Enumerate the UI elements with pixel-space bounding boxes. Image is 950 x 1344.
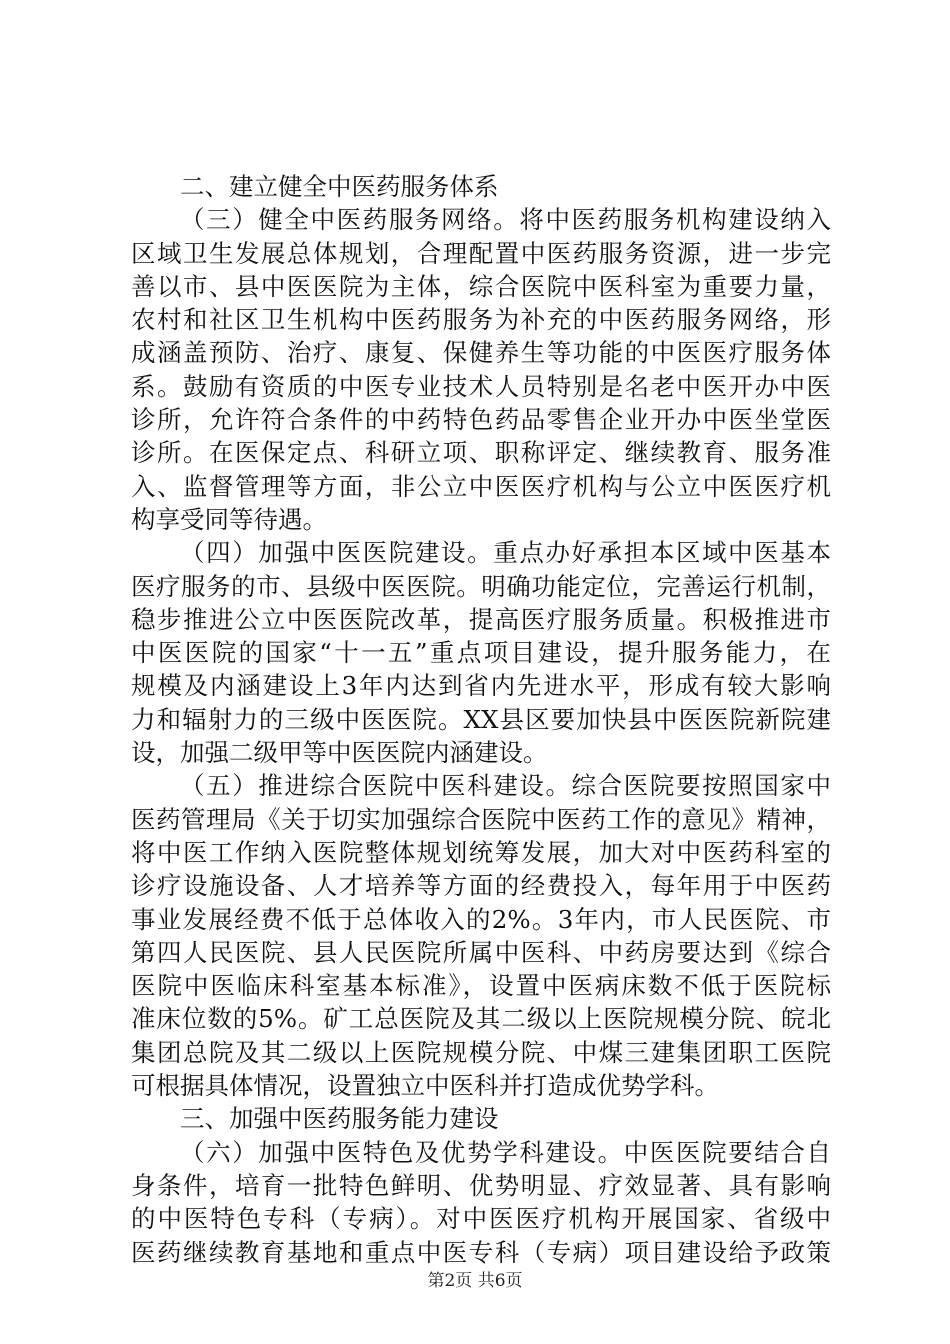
paragraph-3-line: 诊所，允许符合条件的中药特色药品零售企业开办中医坐堂医 <box>131 405 831 435</box>
paragraph-6-line: 医药继续教育基地和重点中医专科（专病）项目建设给予政策 <box>131 1237 831 1267</box>
paragraph-4-line: 医疗服务的市、县级中医医院。明确功能定位，完善运行机制， <box>131 571 831 601</box>
paragraph-4-line: 中医医院的国家“十一五”重点项目建设，提升服务能力，在 <box>131 638 831 668</box>
paragraph-5-line: 第四人民医院、县人民医院所属中医科、中药房要达到《综合 <box>131 937 831 967</box>
paragraph-3-line: （三）健全中医药服务网络。将中医药服务机构建设纳入 <box>180 205 831 235</box>
paragraph-5-line: 医院中医临床科室基本标准》，设置中医病床数不低于医院标 <box>131 971 831 1001</box>
paragraph-3-line: 诊所。在医保定点、科研立项、职称评定、继续教育、服务准 <box>131 438 831 468</box>
paragraph-5-line: 集团总院及其二级以上医院规模分院、中煤三建集团职工医院 <box>131 1037 831 1067</box>
paragraph-3-line: 区域卫生发展总体规划，合理配置中医药服务资源，进一步完 <box>131 238 831 268</box>
paragraph-6-line: 的中医特色专科（专病）。对中医医疗机构开展国家、省级中 <box>131 1204 831 1234</box>
paragraph-4-line: 规模及内涵建设上3年内达到省内先进水平，形成有较大影响 <box>131 671 831 701</box>
paragraph-3-line: 农村和社区卫生机构中医药服务为补充的中医药服务网络，形 <box>131 305 831 335</box>
paragraph-3-line: 善以市、县中医医院为主体，综合医院中医科室为重要力量， <box>131 271 831 301</box>
paragraph-5-line: 事业发展经费不低于总体收入的2%。3年内，市人民医院、市 <box>131 904 831 934</box>
paragraph-5-line: 将中医工作纳入医院整体规划统筹发展，加大对中医药科室的 <box>131 837 831 867</box>
paragraph-3-line: 成涵盖预防、治疗、康复、保健养生等功能的中医医疗服务体 <box>131 338 831 368</box>
section-heading-3: 三、加强中医药服务能力建设 <box>180 1104 499 1134</box>
body-text <box>131 170 831 1269</box>
paragraph-6-line: （六）加强中医特色及优势学科建设。中医医院要结合自 <box>180 1137 831 1167</box>
paragraph-5-line: （五）推进综合医院中医科建设。综合医院要按照国家中 <box>180 771 831 801</box>
paragraph-4-line: 稳步推进公立中医医院改革，提高医疗服务质量。积极推进市 <box>131 604 831 634</box>
paragraph-3-line: 入、监督管理等方面，非公立中医医疗机构与公立中医医疗机 <box>131 471 831 501</box>
section-heading-2: 二、建立健全中医药服务体系 <box>180 172 499 201</box>
paragraph-6-line: 身条件，培育一批特色鲜明、优势明显、疗效显著、具有影响 <box>131 1170 831 1200</box>
paragraph-5-line: 诊疗设施设备、人才培养等方面的经费投入，每年用于中医药 <box>131 871 831 901</box>
paragraph-3-line: 构享受同等待遇。 <box>131 504 327 534</box>
page-number-footer: 第2页 共6页 <box>427 1271 523 1291</box>
paragraph-5-line: 医药管理局《关于切实加强综合医院中医药工作的意见》精神， <box>131 804 831 834</box>
paragraph-4-line: 力和辐射力的三级中医医院。XX县区要加快县中医医院新院建 <box>131 704 831 734</box>
paragraph-4-line: （四）加强中医医院建设。重点办好承担本区域中医基本 <box>180 538 831 568</box>
paragraph-3-line: 系。鼓励有资质的中医专业技术人员特别是名老中医开办中医 <box>131 371 831 401</box>
paragraph-4-line: 设，加强二级甲等中医医院内涵建设。 <box>131 738 548 768</box>
paragraph-5-line: 可根据具体情况，设置独立中医科并打造成优势学科。 <box>131 1071 719 1101</box>
paragraph-5-line: 准床位数的5%。矿工总医院及其二级以上医院规模分院、皖北 <box>131 1004 831 1034</box>
